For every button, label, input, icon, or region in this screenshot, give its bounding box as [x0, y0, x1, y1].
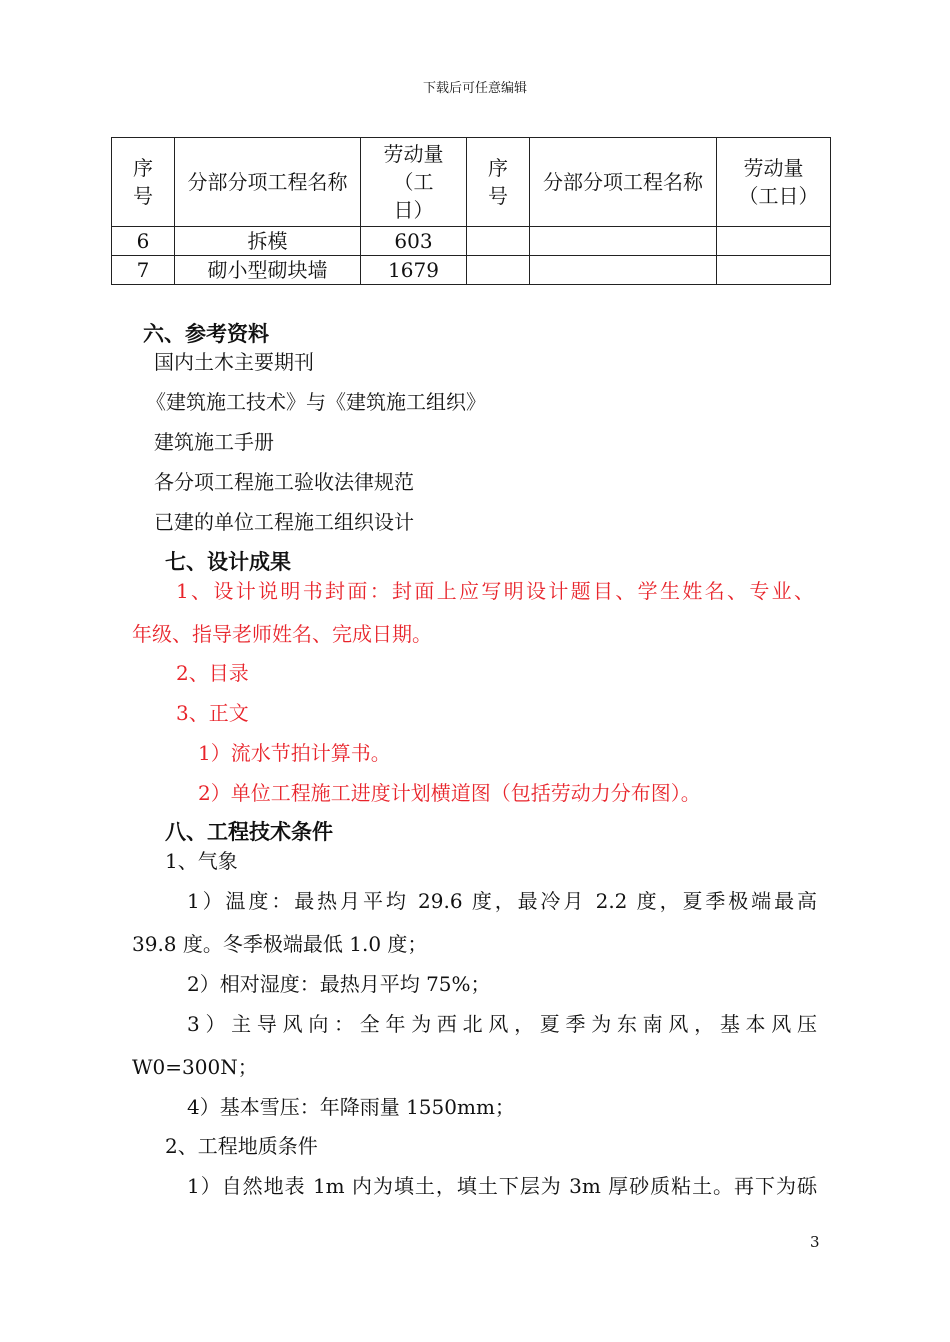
humidity-line: 2）相对湿度：最热月平均 75%；: [187, 972, 491, 996]
design-output-item-3: 3、正文: [176, 701, 249, 725]
header-cell: 分部分项工程名称: [530, 138, 717, 227]
table-cell: [530, 256, 717, 285]
geology-title: 2、工程地质条件: [165, 1134, 318, 1158]
temperature-line: 1）温度：最热月平均 29.6 度，最冷月 2.2 度，夏季极端最高: [187, 889, 817, 913]
table-cell: 拆模: [175, 227, 361, 256]
design-output-item-1: 1、设计说明书封面：封面上应写明设计题目、学生姓名、专业、: [176, 579, 814, 603]
header-cell: 序号: [112, 138, 175, 227]
reference-item: 国内土木主要期刊: [154, 350, 314, 374]
labor-table: [111, 137, 831, 285]
table-cell: [717, 227, 831, 256]
table-cell: [717, 256, 831, 285]
weather-title: 1、气象: [165, 849, 238, 873]
section-6-heading: 六、参考资料: [143, 321, 269, 346]
table-row: [112, 256, 831, 285]
reference-item: 建筑施工手册: [154, 430, 274, 454]
design-output-item-2: 2、目录: [176, 661, 249, 685]
table-cell: 砌小型砌块墙: [175, 256, 361, 285]
table-cell: [467, 227, 530, 256]
design-output-sub-2: 2）单位工程施工进度计划横道图（包括劳动力分布图）。: [198, 781, 701, 805]
wind-line: 3）主导风向：全年为西北风，夏季为东南风，基本风压: [187, 1012, 817, 1036]
section-8-heading: 八、工程技术条件: [165, 819, 333, 844]
table-cell: 6: [112, 227, 175, 256]
table-cell: [467, 256, 530, 285]
reference-item: 《建筑施工技术》与《建筑施工组织》: [146, 390, 486, 414]
table-header-row: [112, 138, 831, 227]
design-output-item-1-cont: 年级、指导老师姓名、完成日期。: [132, 622, 432, 646]
page-header: 下载后可任意编辑: [422, 81, 527, 96]
table-cell: [530, 227, 717, 256]
header-cell: 劳动量（工日）: [361, 138, 467, 227]
header-cell: 劳动量（工日）: [717, 138, 831, 227]
snow-line: 4）基本雪压：年降雨量 1550mm；: [187, 1095, 515, 1119]
table-cell: 1679: [361, 256, 467, 285]
reference-item: 各分项工程施工验收法律规范: [154, 470, 414, 494]
design-output-sub-1: 1）流水节拍计算书。: [198, 741, 391, 765]
wind-line-cont: W0=300N；: [132, 1055, 258, 1079]
geology-line: 1）自然地表 1m 内为填土，填土下层为 3m 厚砂质粘土。再下为砾: [187, 1174, 817, 1198]
table-cell: 603: [361, 227, 467, 256]
section-7-heading: 七、设计成果: [165, 549, 291, 574]
header-cell: 序号: [467, 138, 530, 227]
header-cell: 分部分项工程名称: [175, 138, 361, 227]
page-number: 3: [810, 1233, 820, 1251]
table-cell: 7: [112, 256, 175, 285]
reference-item: 已建的单位工程施工组织设计: [154, 510, 414, 534]
temperature-line-cont: 39.8 度。冬季极端最低 1.0 度；: [132, 932, 428, 956]
table-row: [112, 227, 831, 256]
